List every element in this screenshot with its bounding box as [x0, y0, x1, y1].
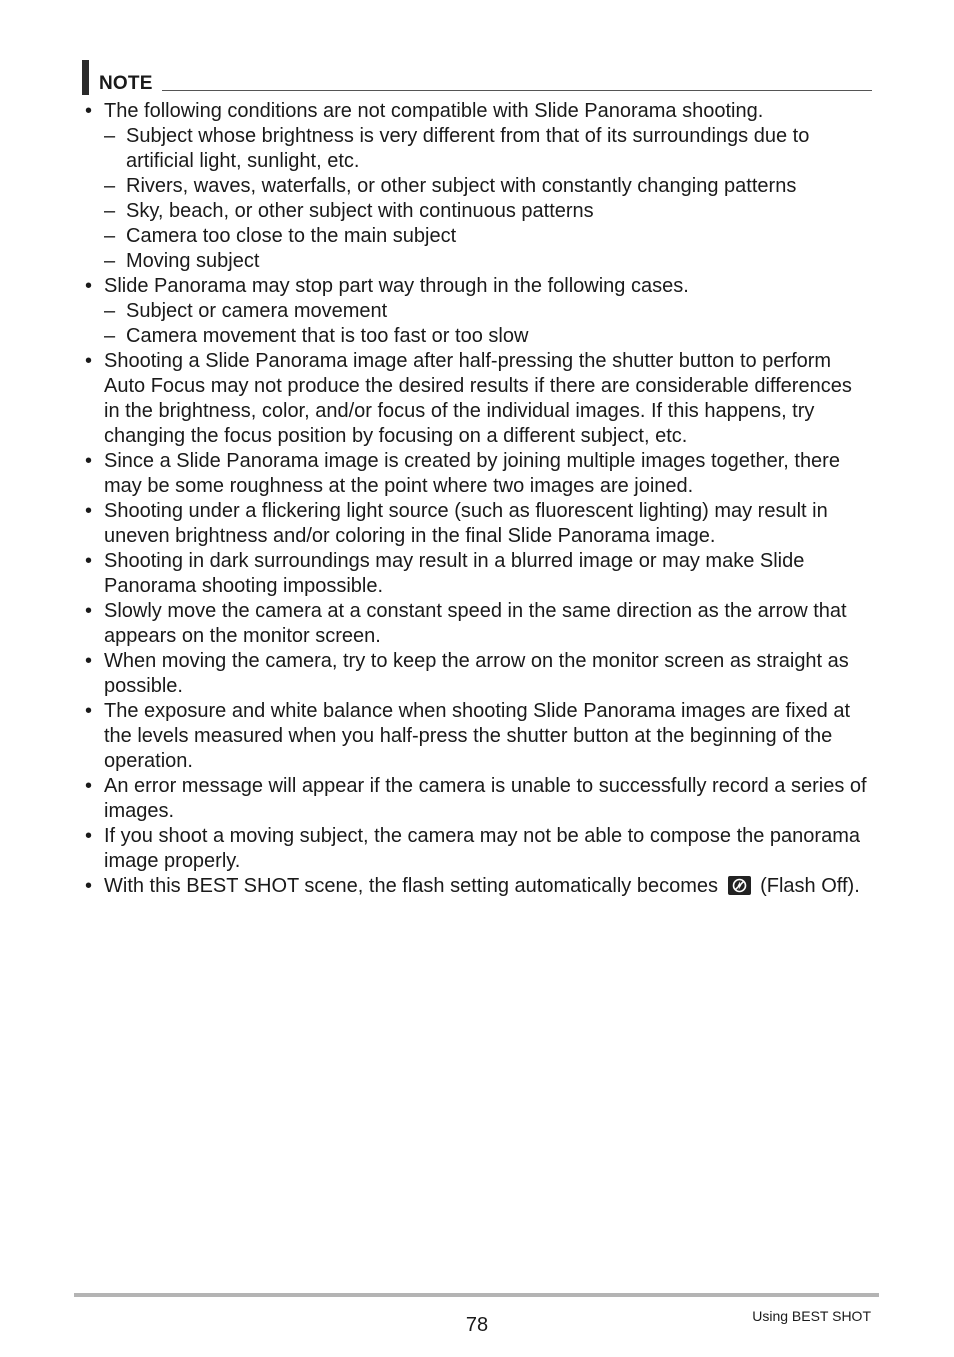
section-title: Using BEST SHOT: [752, 1308, 871, 1324]
bullet-marker: •: [85, 700, 93, 722]
bullet-marker: •: [85, 500, 93, 522]
list-item: [85, 649, 870, 699]
list-item-text: Shooting in dark surroundings may result in a blurred image or may make Slide Panorama shooting impossible.: [104, 550, 805, 597]
list-item-text-suffix: (Flash Off).: [760, 875, 860, 897]
dash-marker: –: [104, 200, 116, 222]
list-item-text: The exposure and white balance when shooting Slide Panorama images are fixed at the levels measured when you half-press the shutter button at the beginning of the operation.: [104, 700, 851, 772]
sub-list-item: [85, 299, 870, 324]
sub-list-item: [85, 174, 870, 199]
dash-marker: –: [104, 225, 116, 247]
note-divider: [162, 90, 872, 91]
page-number: 78: [465, 1314, 489, 1336]
list-item: [85, 549, 870, 599]
sub-list-item-text: Subject or camera movement: [126, 300, 388, 322]
list-item: [85, 599, 870, 649]
sub-list-item: [85, 224, 870, 249]
list-item: [85, 274, 870, 299]
footer-divider: [74, 1293, 879, 1297]
list-item-text: Shooting under a flickering light source (such as fluorescent lighting) may result in uneven brightness and/or coloring in the final Slide Panorama image.: [104, 500, 828, 547]
list-item-text: If you shoot a moving subject, the camera may not be able to compose the panorama image properly.: [104, 825, 860, 872]
list-item-text: When moving the camera, try to keep the arrow on the monitor screen as straight as possible.: [104, 650, 849, 697]
list-item: [85, 99, 870, 124]
sub-list-item-text: Subject whose brightness is very different from that of its surroundings due to artificial light, sunlight, etc.: [126, 125, 810, 172]
note-content: [85, 99, 870, 899]
list-item: [85, 699, 870, 774]
flash-off-icon: [728, 876, 751, 895]
note-marker-bar: [82, 60, 89, 95]
bullet-marker: •: [85, 450, 93, 472]
bullet-marker: •: [85, 600, 93, 622]
list-item-text: Slowly move the camera at a constant speed in the same direction as the arrow that appears on the monitor screen.: [104, 600, 847, 647]
bullet-marker: •: [85, 350, 93, 372]
bullet-marker: •: [85, 550, 93, 572]
list-item-text: The following conditions are not compatible with Slide Panorama shooting.: [104, 100, 764, 122]
list-item: [85, 499, 870, 549]
sub-list-item: [85, 249, 870, 274]
sub-list-item-text: Moving subject: [126, 250, 260, 272]
note-label: NOTE: [99, 73, 153, 94]
sub-list-item-text: Rivers, waves, waterfalls, or other subject with constantly changing patterns: [126, 175, 797, 197]
list-item: [85, 874, 870, 899]
note-header: [82, 60, 872, 96]
dash-marker: –: [104, 250, 116, 272]
dash-marker: –: [104, 300, 116, 322]
sub-list-item: [85, 324, 870, 349]
list-item: [85, 449, 870, 499]
list-item-text: Shooting a Slide Panorama image after half-pressing the shutter button to perform Auto Focus may not produce the desired results if there are considerable differences in the brightness, color, and/or focus of the individual images. If this happens, try changing the focus position by focusing on a different subject, etc.: [104, 350, 852, 447]
bullet-marker: •: [85, 275, 93, 297]
sub-list-item: [85, 199, 870, 224]
dash-marker: –: [104, 125, 116, 147]
bullet-marker: •: [85, 100, 93, 122]
dash-marker: –: [104, 175, 116, 197]
list-item-text: Slide Panorama may stop part way through in the following cases.: [104, 275, 689, 297]
bullet-marker: •: [85, 875, 93, 897]
sub-list-item: [85, 124, 870, 174]
bullet-marker: •: [85, 775, 93, 797]
list-item: [85, 824, 870, 874]
dash-marker: –: [104, 325, 116, 347]
list-item-text: An error message will appear if the camera is unable to successfully record a series of images.: [104, 775, 867, 822]
sub-list-item-text: Camera too close to the main subject: [126, 225, 457, 247]
list-item: [85, 349, 870, 449]
list-item-text: Since a Slide Panorama image is created by joining multiple images together, there may be some roughness at the point where two images are joined.: [104, 450, 840, 497]
sub-list-item-text: Sky, beach, or other subject with continuous patterns: [126, 200, 594, 222]
list-item-text: With this BEST SHOT scene, the flash setting automatically becomes: [104, 875, 718, 897]
bullet-marker: •: [85, 825, 93, 847]
bullet-marker: •: [85, 650, 93, 672]
sub-list-item-text: Camera movement that is too fast or too slow: [126, 325, 529, 347]
list-item: [85, 774, 870, 824]
